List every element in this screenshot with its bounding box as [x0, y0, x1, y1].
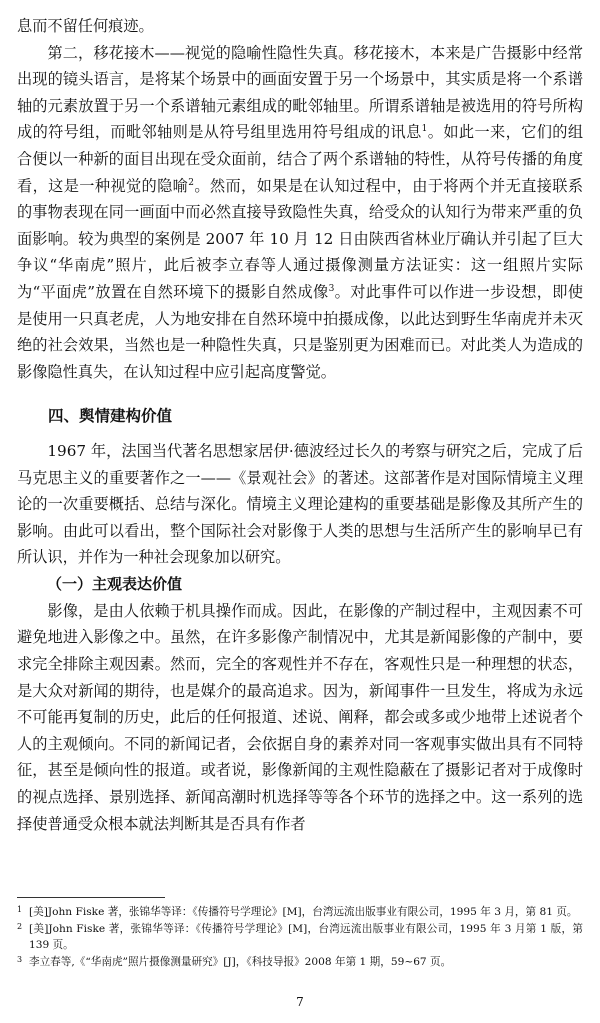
section-heading: 四、舆情建构价值 — [48, 407, 173, 426]
paragraph-text: 。然而，如果是在认知过程中，由于将两个并无直接联系的事物表现在同一画面中而必然直接导致隐性失真，给受众的认知行为带来严重的负面影响。较为典型的案例是 2007 年 10 月 12 日由陕西省林业厅确认并引起了巨大争议“华南虎”照片，此后被李立春等人通过摄像测量方法证实：这一组照片实际为“平面虎”放置在自然环境下的摄影自然成像 — [17, 176, 584, 301]
paragraph-visual-metaphor — [17, 40, 583, 386]
body-text — [17, 13, 583, 837]
paragraph-subjective-expression: 影像，是由人依赖于机具操作而成。因此，在影像的产制过程中，主观因素不可避免地进入影像之中。虽然，在许多影像产制情况中，尤其是新闻影像的产制中，要求完全排除主观因素。然而，完全的客观性并不存在，客观性只是一种理想的状态，是大众对新闻的期待，也是媒介的最高追求。因为，新闻事件一旦发生，将成为永远不可能再复制的历史，此后的任何报道、述说、阐释，都会或多或少地带上述说者个人的主观倾向。不同的新闻记者，会依据自身的素养对同一客观事实做出具有不同特征，甚至是倾向性的报道。或者说，影像新闻的主观性隐蔽在了摄影记者对于成像时的视点选择、景别选择、新闻高潮时机选择等等各个环节的选择之中。这一系列的选择使普通受众根本就法判断其是否具有作者 — [17, 601, 583, 833]
footnote-ref-2: 2 — [188, 177, 194, 188]
paragraph-text: 。如此一来，它们的组合便以一种新的面目出现在受众面前，结合了两个系谱轴的特性，从符号传播的角度看，这是一种视觉的隐喻 — [17, 123, 584, 195]
footnotes — [17, 904, 583, 970]
footnote-number: 2 — [17, 921, 23, 931]
paragraph-continuation: 息而不留任何痕迹。 — [17, 17, 154, 35]
page-number: 7 — [296, 995, 304, 1009]
footnote-text: [美]John Fiske 著，张锦华等译：《传播符号学理论》[M]，台湾远流出版事业有限公司，1995 年 3 月第 1 版，第 139 页。 — [29, 922, 583, 952]
footnote-ref-3: 3 — [328, 283, 335, 294]
footnote-3 — [17, 954, 583, 971]
footnote-number: 1 — [17, 905, 23, 914]
footnote-divider — [17, 897, 165, 898]
footnote-2 — [17, 921, 583, 954]
footnote-text: 李立春等,《“华南虎”照片摄像测量研究》[J]，《科技导报》2008 年第 1 期，59~67 页。 — [29, 955, 452, 968]
footnote-number: 3 — [17, 954, 23, 964]
paragraph-text: 第二，移花接木——视觉的隐喻性隐性失真。移花接木，本来是广告摄影中经常出现的镜头语言，是将某个场景中的画面安置于另一个场景中，其实质是将一个系谱轴的元素放置于另一个系谱轴元素组成的毗邻轴里。所谓系谱轴是被选用的符号所构成的符号组，而毗邻轴则是从符号组里选用符号组成的讯息 — [17, 43, 583, 142]
footnote-ref-1: 1 — [421, 124, 428, 135]
footnote-1 — [17, 904, 583, 921]
sub-heading: （一）主观表达价值 — [47, 574, 183, 593]
paragraph-debord: 1967 年，法国当代著名思想家居伊·德波经过长久的考察与研究之后，完成了后马克思主义的重要著作之一——《景观社会》的著述。这部著作是对国际情境主义理论的一次重要概括、总结与深化。情境主义理论建构的重要基础是影像及其所产生的影响。由此可以看出，整个国际社会对影像于人类的思想与生活所产生的影响早已有所认识，并作为一种社会现象加以研究。 — [17, 441, 583, 567]
footnote-text: [美]John Fiske 著，张锦华等译：《传播符号学理论》[M]，台湾远流出版事业有限公司，1995 年 3 月，第 81 页。 — [29, 906, 578, 918]
paragraph-text: 。对此事件可以作进一步设想，即使是使用一只真老虎，人为地安排在自然环境中拍摄成像，以此达到野生华南虎并未灭绝的社会效果，当然也是一种隐性失真，只是鉴别更为困难而已。对此类人为造成的影像隐性真失，在认知过程中应引起高度警觉。 — [17, 282, 584, 381]
